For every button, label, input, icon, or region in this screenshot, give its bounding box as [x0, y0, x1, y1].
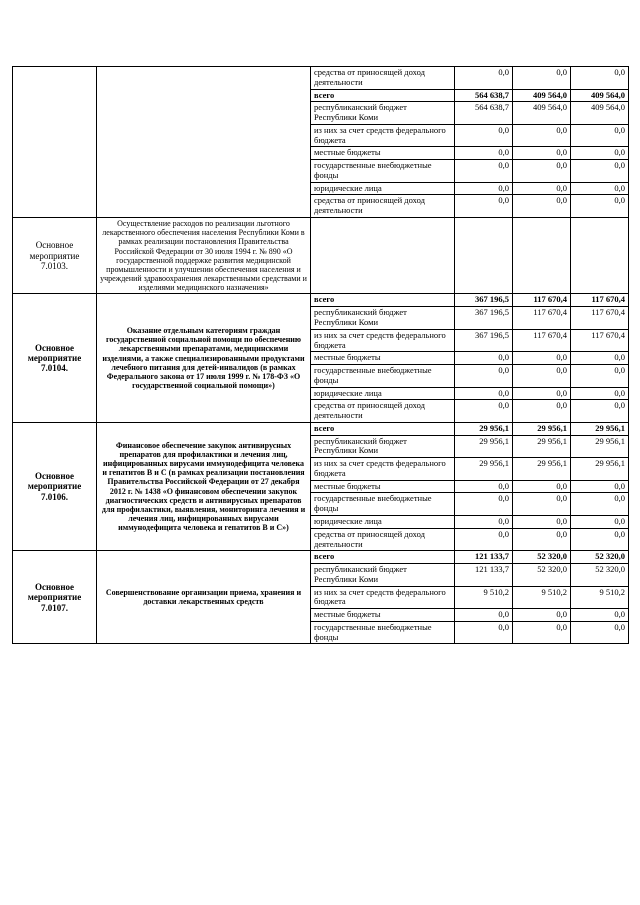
- value-cell-3: 52 320,0: [571, 564, 629, 587]
- value-cell-1: 564 638,7: [455, 102, 513, 125]
- value-cell-2: 29 956,1: [513, 435, 571, 458]
- funding-source-cell: из них за счет средств федерального бюджета: [311, 329, 455, 352]
- value-cell-3: 0,0: [571, 67, 629, 90]
- value-cell-3: 0,0: [571, 160, 629, 183]
- description-cell: Финансовое обеспечение закупок антивирусных препаратов для профилактики и лечения лиц, инфицированных вирусами иммунодефицита человека и гепатитов В и С (в рамках реализации постановления Правительства Российской Федерации от 27 декабря 2012 г. № 1438 «О финансовом обеспечении закупок диагностических средств и антивирусных препаратов для профилактики, выявления, мониторинга лечения и лечения лиц, инфицированных вирусами иммунодефицита человека и гепатитов В и С»): [97, 422, 311, 550]
- value-cell-2: 52 320,0: [513, 564, 571, 587]
- value-cell-3: 29 956,1: [571, 458, 629, 481]
- table-row: [13, 551, 629, 564]
- value-cell-2: 0,0: [513, 147, 571, 160]
- funding-source-cell: местные бюджеты: [311, 609, 455, 622]
- value-cell-2: 0,0: [513, 493, 571, 516]
- value-cell-2: 0,0: [513, 400, 571, 423]
- value-cell-2: 29 956,1: [513, 422, 571, 435]
- value-cell-2: 117 670,4: [513, 329, 571, 352]
- value-cell-1: 0,0: [455, 621, 513, 644]
- value-cell-1: 0,0: [455, 480, 513, 493]
- value-cell-1: [455, 217, 513, 294]
- value-cell-1: 0,0: [455, 365, 513, 388]
- value-cell-1: 121 133,7: [455, 551, 513, 564]
- value-cell-1: 121 133,7: [455, 564, 513, 587]
- event-cell: Основное мероприятие 7.0103.: [13, 217, 97, 294]
- value-cell-1: 0,0: [455, 387, 513, 400]
- funding-source-cell: государственные внебюджетные фонды: [311, 365, 455, 388]
- funding-table-wrapper: [12, 66, 628, 644]
- value-cell-3: 52 320,0: [571, 551, 629, 564]
- value-cell-3: 117 670,4: [571, 329, 629, 352]
- funding-source-cell: юридические лица: [311, 182, 455, 195]
- value-cell-2: 0,0: [513, 160, 571, 183]
- funding-source-cell: юридические лица: [311, 516, 455, 529]
- funding-source-cell: [311, 217, 455, 294]
- funding-source-cell: из них за счет средств федерального бюджета: [311, 458, 455, 481]
- value-cell-3: 0,0: [571, 124, 629, 147]
- value-cell-3: 0,0: [571, 400, 629, 423]
- value-cell-3: 0,0: [571, 609, 629, 622]
- table-row: [13, 217, 629, 294]
- value-cell-3: 29 956,1: [571, 435, 629, 458]
- event-cell: [13, 67, 97, 218]
- value-cell-3: 0,0: [571, 147, 629, 160]
- value-cell-2: 0,0: [513, 195, 571, 218]
- table-row: [13, 67, 629, 90]
- value-cell-2: 0,0: [513, 352, 571, 365]
- value-cell-2: 0,0: [513, 365, 571, 388]
- value-cell-1: 0,0: [455, 493, 513, 516]
- funding-source-cell: средства от приносящей доход деятельности: [311, 195, 455, 218]
- event-cell: Основное мероприятие 7.0106.: [13, 422, 97, 550]
- funding-source-cell: юридические лица: [311, 387, 455, 400]
- table-row: [13, 294, 629, 307]
- value-cell-1: 564 638,7: [455, 89, 513, 102]
- value-cell-1: 0,0: [455, 352, 513, 365]
- funding-source-cell: всего: [311, 551, 455, 564]
- value-cell-3: 117 670,4: [571, 307, 629, 330]
- value-cell-3: 0,0: [571, 516, 629, 529]
- value-cell-1: 0,0: [455, 147, 513, 160]
- value-cell-3: 0,0: [571, 528, 629, 551]
- value-cell-1: 0,0: [455, 400, 513, 423]
- funding-source-cell: государственные внебюджетные фонды: [311, 621, 455, 644]
- value-cell-3: 0,0: [571, 621, 629, 644]
- funding-source-cell: государственные внебюджетные фонды: [311, 493, 455, 516]
- funding-source-cell: из них за счет средств федерального бюджета: [311, 586, 455, 609]
- value-cell-3: 409 564,0: [571, 102, 629, 125]
- description-cell: Совершенствование организации приема, хранения и доставки лекарственных средств: [97, 551, 311, 644]
- value-cell-1: 0,0: [455, 516, 513, 529]
- value-cell-3: 0,0: [571, 480, 629, 493]
- event-cell: Основное мероприятие 7.0107.: [13, 551, 97, 644]
- description-cell: Оказание отдельным категориям граждан государственной социальной помощи по обеспечению лекарственными препаратами, медицинскими изделиями, а также специализированными продуктами лечебного питания для детей-инвалидов (в рамках Федерального закона от 17 июля 1999 г. № 178-ФЗ «О государственной социальной помощи»): [97, 294, 311, 422]
- value-cell-2: [513, 217, 571, 294]
- value-cell-1: 367 196,5: [455, 294, 513, 307]
- value-cell-3: 0,0: [571, 195, 629, 218]
- value-cell-3: 0,0: [571, 182, 629, 195]
- value-cell-3: 0,0: [571, 493, 629, 516]
- funding-source-cell: средства от приносящей доход деятельности: [311, 528, 455, 551]
- funding-source-cell: средства от приносящей доход деятельности: [311, 400, 455, 423]
- value-cell-2: 117 670,4: [513, 294, 571, 307]
- value-cell-1: 0,0: [455, 195, 513, 218]
- funding-source-cell: республиканский бюджет Республики Коми: [311, 564, 455, 587]
- value-cell-3: 409 564,0: [571, 89, 629, 102]
- value-cell-2: 9 510,2: [513, 586, 571, 609]
- value-cell-2: 117 670,4: [513, 307, 571, 330]
- value-cell-3: 29 956,1: [571, 422, 629, 435]
- value-cell-3: 0,0: [571, 387, 629, 400]
- value-cell-3: 9 510,2: [571, 586, 629, 609]
- value-cell-2: 0,0: [513, 480, 571, 493]
- value-cell-1: 0,0: [455, 124, 513, 147]
- funding-source-cell: всего: [311, 422, 455, 435]
- funding-source-cell: местные бюджеты: [311, 147, 455, 160]
- value-cell-3: 0,0: [571, 352, 629, 365]
- value-cell-2: 0,0: [513, 124, 571, 147]
- value-cell-2: 0,0: [513, 609, 571, 622]
- value-cell-3: 0,0: [571, 365, 629, 388]
- funding-table-body: [13, 67, 629, 644]
- value-cell-2: 0,0: [513, 387, 571, 400]
- funding-source-cell: республиканский бюджет Республики Коми: [311, 102, 455, 125]
- funding-source-cell: республиканский бюджет Республики Коми: [311, 307, 455, 330]
- funding-source-cell: государственные внебюджетные фонды: [311, 160, 455, 183]
- value-cell-2: 0,0: [513, 67, 571, 90]
- value-cell-1: 29 956,1: [455, 458, 513, 481]
- value-cell-1: 0,0: [455, 528, 513, 551]
- value-cell-3: [571, 217, 629, 294]
- value-cell-1: 0,0: [455, 67, 513, 90]
- table-row: [13, 422, 629, 435]
- funding-source-cell: местные бюджеты: [311, 352, 455, 365]
- value-cell-1: 29 956,1: [455, 422, 513, 435]
- event-cell: Основное мероприятие 7.0104.: [13, 294, 97, 422]
- funding-source-cell: республиканский бюджет Республики Коми: [311, 435, 455, 458]
- value-cell-1: 9 510,2: [455, 586, 513, 609]
- funding-source-cell: средства от приносящей доход деятельности: [311, 67, 455, 90]
- value-cell-1: 367 196,5: [455, 307, 513, 330]
- funding-source-cell: местные бюджеты: [311, 480, 455, 493]
- value-cell-2: 409 564,0: [513, 89, 571, 102]
- funding-source-cell: всего: [311, 89, 455, 102]
- value-cell-2: 52 320,0: [513, 551, 571, 564]
- funding-source-cell: из них за счет средств федерального бюджета: [311, 124, 455, 147]
- value-cell-2: 0,0: [513, 528, 571, 551]
- funding-source-cell: всего: [311, 294, 455, 307]
- value-cell-2: 0,0: [513, 621, 571, 644]
- value-cell-3: 117 670,4: [571, 294, 629, 307]
- value-cell-1: 0,0: [455, 160, 513, 183]
- value-cell-1: 0,0: [455, 182, 513, 195]
- value-cell-1: 29 956,1: [455, 435, 513, 458]
- value-cell-2: 0,0: [513, 516, 571, 529]
- funding-table: [12, 66, 629, 644]
- description-cell: [97, 67, 311, 218]
- value-cell-2: 409 564,0: [513, 102, 571, 125]
- value-cell-2: 29 956,1: [513, 458, 571, 481]
- value-cell-2: 0,0: [513, 182, 571, 195]
- value-cell-1: 0,0: [455, 609, 513, 622]
- description-cell: Осуществление расходов по реализации льготного лекарственного обеспечения населения Республики Коми в рамках реализации постановления Правительства Российской Федерации от 30 июля 1994 г. № 890 «О государственной поддержке развития медицинской промышленности и улучшении обеспечения населения и учреждений здравоохранения лекарственными средствами и изделиями медицинского назначения»: [97, 217, 311, 294]
- value-cell-1: 367 196,5: [455, 329, 513, 352]
